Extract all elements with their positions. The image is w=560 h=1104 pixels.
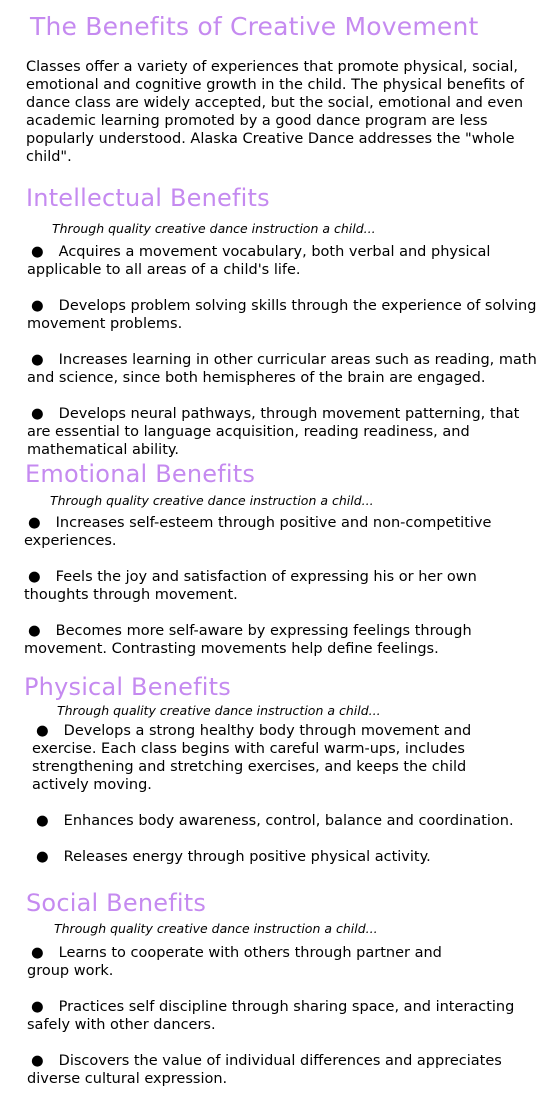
- bullet-icon: ●: [31, 406, 44, 422]
- intellectual-lead: Through quality creative dance instruction a child...: [52, 221, 376, 236]
- intellectual-item: ● Develops neural pathways, through movement patterning, that are essential to language acquisition, reading readiness, and mathematical ability.: [27, 406, 520, 458]
- physical-benefits-heading: Physical Benefits: [24, 673, 231, 701]
- bullet-icon: ●: [36, 849, 49, 865]
- intellectual-item: ● Increases learning in other curricular areas such as reading, math and science, since both hemispheres of the brain are engaged.: [27, 352, 537, 386]
- bullet-icon: ●: [36, 723, 49, 739]
- emotional-lead: Through quality creative dance instruction a child...: [50, 493, 374, 508]
- page-title: The Benefits of Creative Movement: [30, 12, 479, 41]
- physical-item: ● Enhances body awareness, control, balance and coordination.: [36, 813, 514, 829]
- social-item: ● Learns to cooperate with others through partner and group work.: [27, 945, 442, 979]
- bullet-icon: ●: [31, 298, 44, 314]
- emotional-benefits-heading: Emotional Benefits: [25, 460, 256, 488]
- emotional-item: ● Becomes more self-aware by expressing feelings through movement. Contrasting movements help define feelings.: [24, 623, 472, 657]
- bullet-icon: ●: [28, 515, 41, 531]
- social-item: ● Discovers the value of individual differences and appreciates diverse cultural expression.: [27, 1053, 502, 1087]
- emotional-item: ● Increases self-esteem through positive and non-competitive experiences.: [24, 515, 492, 549]
- physical-lead: Through quality creative dance instruction a child...: [57, 703, 381, 718]
- bullet-icon: ●: [28, 623, 41, 639]
- bullet-icon: ●: [28, 569, 41, 585]
- bullet-icon: ●: [31, 945, 44, 961]
- intro-paragraph: Classes offer a variety of experiences that promote physical, social, emotional and cognitive growth in the child. The physical benefits of dance class are widely accepted, but the social, emotional and even academic learning promoted by a good dance program are less popularly understood. Alaska Creative Dance addresses the "whole child".: [26, 59, 524, 165]
- physical-item: ● Releases energy through positive physical activity.: [36, 849, 431, 865]
- social-lead: Through quality creative dance instruction a child...: [54, 921, 378, 936]
- social-item: ● Practices self discipline through sharing space, and interacting safely with other dancers.: [27, 999, 515, 1033]
- intellectual-item: ● Develops problem solving skills through the experience of solving movement problems.: [27, 298, 537, 332]
- intellectual-item: ● Acquires a movement vocabulary, both verbal and physical applicable to all areas of a child's life.: [27, 244, 491, 278]
- bullet-icon: ●: [31, 1053, 44, 1069]
- bullet-icon: ●: [31, 244, 44, 260]
- social-benefits-heading: Social Benefits: [26, 889, 207, 917]
- physical-item: ● Develops a strong healthy body through movement and exercise. Each class begins with careful warm-ups, includes strengthening and stretching exercises, and keeps the child actively moving.: [32, 723, 472, 793]
- emotional-item: ● Feels the joy and satisfaction of expressing his or her own thoughts through movement.: [24, 569, 477, 603]
- bullet-icon: ●: [36, 813, 49, 829]
- bullet-icon: ●: [31, 999, 44, 1015]
- intellectual-benefits-heading: Intellectual Benefits: [26, 184, 270, 212]
- bullet-icon: ●: [31, 352, 44, 368]
